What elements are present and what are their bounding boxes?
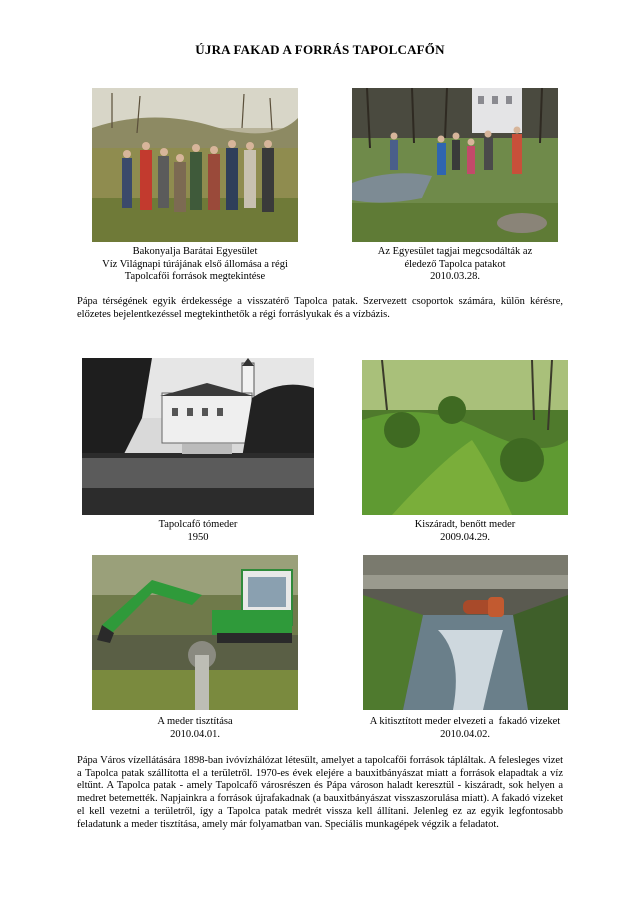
caption-line: Az Egyesület tagjai megcsodálták az (377, 246, 533, 257)
caption-date: 2010.03.28. (430, 271, 480, 282)
caption-dry-overgrown-bed (362, 519, 568, 544)
caption-members-by-stream (352, 246, 558, 284)
caption-line: Tapolcafői források megtekintése (124, 271, 266, 282)
photo-hikers-group (92, 88, 298, 242)
caption-line: Tapolcafő tómeder (158, 519, 238, 530)
photo-cleaned-channel (363, 555, 568, 710)
photo-members-by-stream (352, 88, 558, 242)
caption-hikers-group (92, 246, 298, 284)
caption-date: 2010.04.01. (170, 728, 220, 740)
caption-excavator-cleaning (92, 716, 298, 741)
caption-line: A kitisztított meder elvezeti a fakadó vizeket (369, 716, 561, 727)
caption-line: éledező Tapolca patakot (404, 258, 506, 270)
caption-lakebed-1950 (82, 519, 314, 544)
caption-line: Kiszáradt, benőtt meder (414, 519, 516, 530)
caption-line: A meder tisztítása (157, 716, 233, 727)
caption-date: 1950 (187, 531, 209, 543)
intro-paragraph: Pápa térségének egyik érdekessége a visszatérő Tapolca patak. Szervezett csoportok számára, külön kérésre, előzetes bejelentkezéssel megtekinthetők a régi forráslyukak és a vízbázis. (77, 296, 563, 320)
caption-line: Víz Világnapi túrájának első állomása a régi (102, 258, 288, 270)
page-title: ÚJRA FAKAD A FORRÁS TAPOLCAFŐN (195, 42, 445, 57)
caption-line: Bakonyalja Barátai Egyesület (132, 246, 258, 257)
closing-paragraph: Pápa Város vízellátására 1898-ban ivóvízhálózat létesült, amelyet a tapolcafői források tápláltak. A felesleges vizet a Tapolca patak szállította el a területről. 1970-es évek elejére a bauxitbányászat miatt a források elapadtak a víz eltűnt. A Tapolca patak - amely Tapolcafő városrészen és Pápa városon haladt keresztül - kiszáradt, sok helyen a medret betemették. Napjainkra a források újrafakadnak (a bauxitbányászat visszaszorulása miatt). A fakadó vizeket el kell vezetni a területről, így a Tapolca patak medrét vissza kell állítani. Jelenleg ez az egyik legfontosabb feladatunk a meder tisztítása, amely már folyamatban van. Speciális munkagépek végzik a feladatot. (77, 755, 563, 830)
photo-dry-overgrown-bed (362, 360, 568, 515)
caption-date: 2010.04.02. (440, 728, 490, 740)
caption-date: 2009.04.29. (440, 531, 490, 543)
photo-excavator-cleaning (92, 555, 298, 710)
caption-cleaned-channel (350, 716, 580, 741)
photo-lakebed-1950 (82, 358, 314, 515)
